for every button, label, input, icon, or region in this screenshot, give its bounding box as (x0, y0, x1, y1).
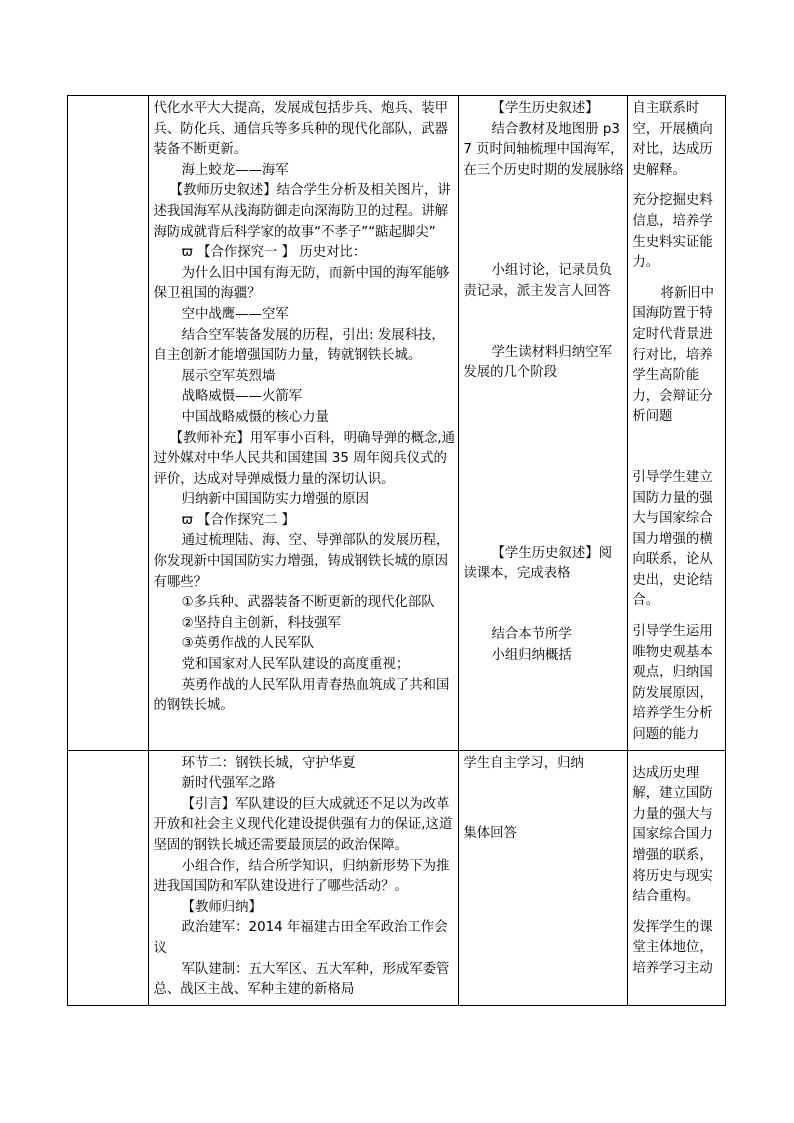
stage-cell (68, 750, 149, 1005)
paragraph: 中国战略威慑的核心力量 (181, 409, 329, 425)
spacer (463, 424, 624, 464)
design-intent-cell (628, 96, 726, 751)
lesson-plan-table (67, 95, 726, 1006)
student-activity: 小组归纳概括 (491, 647, 572, 663)
spacer (632, 274, 723, 284)
paragraph: 展示空军英烈墙 (181, 368, 276, 384)
spacer (463, 585, 624, 625)
student-activity: 学生读材料归纳空军发展的几个阶段 (463, 344, 612, 381)
paragraph: 党和国家对人民军队建设的高度重视； (181, 657, 410, 673)
design-intent: 引导学生建立国防力量的强大与国家综合国力增强的横向联系，论从史出，史论结合。 (632, 469, 713, 609)
inquiry-heading-2: ϖ 【合作探究二 】 (181, 512, 296, 528)
student-activity-cell (459, 750, 628, 1005)
paragraph: 归纳新中国国防实力增强的原因 (181, 492, 370, 508)
design-intent-cell (628, 750, 726, 1005)
paragraph: 通过梳理陆、海、空、导弹部队的发展历程，你发现新中国国防实力增强，铸成钢铁长城的原因有哪些？ (153, 533, 450, 590)
spacer (463, 504, 624, 544)
list-item: ②坚持自主创新，科技强军 (181, 615, 341, 631)
paragraph: 政治建军：2014 年福建古田全军政治工作会议 (153, 920, 448, 956)
spacer (632, 754, 723, 764)
student-activity-label: 【学生历史叙述】 (491, 101, 599, 116)
spacer (463, 814, 624, 824)
spacer (463, 181, 624, 221)
paragraph: 结合空军装备发展的历程，引出: 发展科技，自主创新才能增强国防力量，铸就钢铁长城。 (153, 327, 445, 364)
spacer (632, 908, 723, 918)
design-intent: 将新旧中国海防置于特定时代背景进行对比，培养学生高阶能力，会辩证分析问题 (632, 285, 715, 425)
design-intent: 达成历史理解，建立国防力量的强大与国家综合国力增强的联系，将历史与现实结合重构。 (632, 765, 713, 905)
spacer (463, 221, 624, 261)
spacer (463, 464, 624, 504)
design-intent: 充分挖掘史料信息，培养学生史料实证能力。 (632, 193, 713, 271)
student-activity-cell (459, 96, 628, 751)
paragraph: 为什么旧中国有海无防，而新中国的海军能够保卫祖国的海疆？ (153, 265, 450, 302)
spacer (632, 181, 723, 191)
paragraph: 军队建制：五大军区、五大军种，形成军委管总、战区主战、军种主建的新格局 (153, 961, 450, 998)
paragraph: 【教师历史叙述】结合学生分析及相关图片，讲述我国海军从浅海防御走向深海防卫的过程。讲解海防成就背后科学家的故事“不孝子”“踮起脚尖” (153, 183, 451, 240)
design-intent: 发挥学生的课堂主体地位，培养学习主动 (632, 919, 713, 976)
section-heading-navy: 海上蛟龙——海军 (181, 162, 289, 178)
section-heading: 新时代强军之路 (181, 776, 276, 792)
paragraph: 【教师补充】用军事小百科，明确导弹的概念,通过外媒对中华人民共和国建国 35 周年阅兵仪式的评价，达成对导弹威慑力量的深切认识。 (153, 430, 456, 487)
spacer (632, 612, 723, 622)
section-heading-stage-two: 环节二：钢铁长城，守护华夏 (181, 755, 356, 771)
design-intent: 引导学生运用唯物史观基本观点，归纳国防发展原因，培养学生分析问题的能力 (632, 624, 713, 743)
spacer (463, 774, 624, 814)
student-activity: 【学生历史叙述】阅读课本，完成表格 (463, 545, 612, 582)
list-item: ③英勇作战的人民军队 (181, 636, 315, 652)
paragraph: 代化水平大大提高，发展成包括步兵、炮兵、装甲兵、防化兵、通信兵等多兵种的现代化部队，武器装备不断更新。 (153, 101, 449, 158)
section-heading-airforce: 空中战鹰——空军 (181, 306, 289, 322)
student-activity: 结合教材及地图册 p37 页时间轴梳理中国海军，在三个历史时期的发展脉络 (463, 121, 625, 178)
spacer (632, 428, 723, 468)
list-item: ①多兵种、武器装备不断更新的现代化部队 (181, 595, 435, 611)
stage-cell (68, 96, 149, 751)
teacher-summary-label: 【教师归纳】 (181, 899, 262, 915)
section-heading-rocket: 战略威慑——火箭军 (181, 389, 303, 405)
teaching-content-cell (149, 750, 459, 1005)
paragraph: 【引言】军队建设的巨大成就还不足以为改革开放和社会主义现代化建设提供强有力的保证,这道坚固的钢铁长城还需要最顶层的政治保障。 (153, 796, 453, 853)
paragraph: 小组合作，结合所学知识，归纳新形势下为推进我国国防和军队建设进行了哪些活动？。 (153, 858, 450, 895)
paragraph: 英勇作战的人民军队用青春热血筑成了共和国的钢铁长城。 (153, 677, 450, 714)
student-activity: 学生自主学习，归纳 (463, 755, 584, 771)
spacer (463, 384, 624, 424)
table-row (68, 750, 726, 1005)
inquiry-heading-1: ϖ 【合作探究一 】 历史对比： (181, 245, 367, 261)
spacer (463, 303, 624, 343)
student-activity: 小组讨论，记录员负责记录，派主发言人回答 (463, 263, 612, 299)
student-activity: 集体回答 (463, 826, 517, 842)
teaching-content-cell (149, 96, 459, 751)
student-activity: 结合本节所学 (491, 626, 572, 642)
design-intent: 自主联系时空，开展横向对比，达成历史解释。 (632, 101, 713, 178)
table-row (68, 96, 726, 751)
